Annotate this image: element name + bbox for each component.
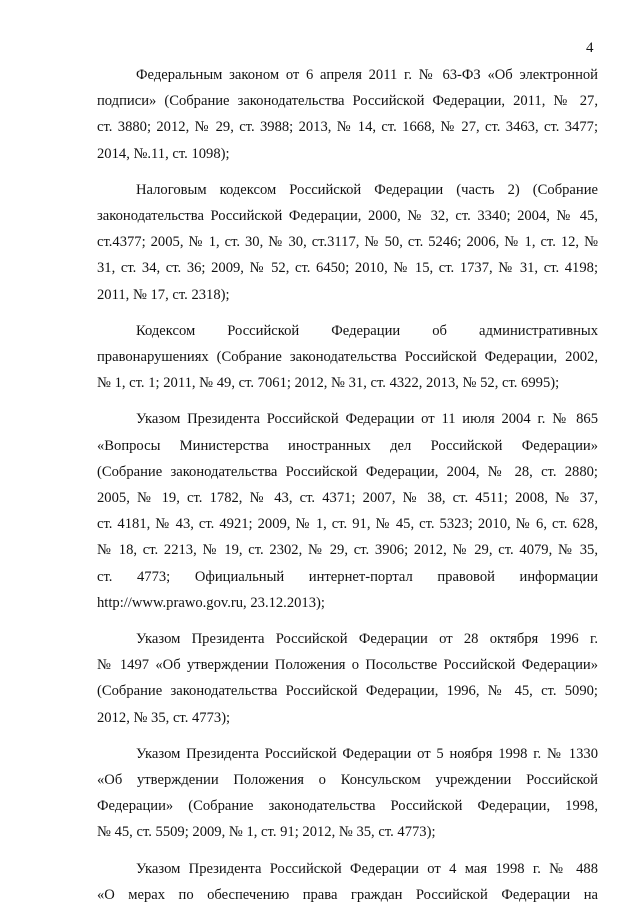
paragraph-decree-1330 [97,741,598,846]
text-line: ст. 4773; Официальный интернет-портал правовой информации [97,568,598,585]
text-line: http://www.prawo.gov.ru, 23.12.2013); [97,594,325,611]
text-line: «О мерах по обеспечению права граждан Российской Федерации на [97,886,598,903]
text-line: (Собрание законодательства Российской Федерации, 1996, № 45, ст. 5090; [97,683,598,700]
text-line: законодательства Российской Федерации, 2000, № 32, ст. 3340; 2004, № 45, [97,208,598,225]
text-line: № 1497 «Об утверждении Положения о Посольстве Российской Федерации» [97,657,598,674]
text-line: ст.4377; 2005, № 1, ст. 30, № 30, ст.3117, № 50, ст. 5246; 2006, № 1, ст. 12, № [97,234,598,251]
page-number: 4 [586,40,594,56]
text-line: 2005, № 19, ст. 1782, № 43, ст. 4371; 2007, № 38, ст. 4511; 2008, № 37, [97,490,598,507]
text-line: Указом Президента Российской Федерации от 28 октября 1996 г. [136,631,598,648]
text-line: ст. 4181, № 43, ст. 4921; 2009, № 1, ст. 91, № 45, ст. 5323; 2010, № 6, ст. 628, [97,516,598,533]
paragraph-administrative-code [97,318,598,397]
text-line: Федеральным законом от 6 апреля 2011 г. № 63-ФЗ «Об электронной [136,67,598,83]
text-line: Налоговым кодексом Российской Федерации (часть 2) (Собрание [136,181,598,198]
text-line: подписи» (Собрание законодательства Российской Федерации, 2011, № 27, [97,93,598,110]
text-line: № 45, ст. 5509; 2009, № 1, ст. 91; 2012, № 35, ст. 4773); [97,824,436,841]
text-line: (Собрание законодательства Российской Федерации, 2004, № 28, ст. 2880; [97,463,598,480]
text-line: Указом Президента Российской Федерации от 5 ноября 1998 г. № 1330 [136,745,598,762]
text-line: Кодексом Российской Федерации об административных [136,322,598,339]
text-line: Указом Президента Российской Федерации от 11 июля 2004 г. № 865 [136,411,598,428]
text-line: Федерации» (Собрание законодательства Российской Федерации, 1998, [97,798,598,815]
text-line: «Вопросы Министерства иностранных дел Российской Федерации» [97,437,598,454]
paragraph-tax-code [97,177,598,308]
paragraph-decree-488 [97,856,598,908]
text-line: № 18, ст. 2213, № 19, ст. 2302, № 29, ст. 3906; 2012, № 29, ст. 4079, № 35, [97,542,598,559]
paragraph-decree-865 [97,406,598,616]
text-line: 31, ст. 34, ст. 36; 2009, № 52, ст. 6450; 2010, № 15, ст. 1737, № 31, ст. 4198; [97,260,598,277]
paragraph-decree-1497 [97,626,598,731]
text-line: 2014, №.11, ст. 1098); [97,145,230,162]
paragraph-electronic-signature-law [97,62,598,167]
text-line: 2012, № 35, ст. 4773); [97,709,231,726]
body-text [97,62,598,918]
text-line: ст. 3880; 2012, № 29, ст. 3988; 2013, № 14, ст. 1668, № 27, ст. 3463, ст. 3477; [97,119,598,136]
text-line: правонарушениях (Собрание законодательства Российской Федерации, 2002, [97,349,598,366]
text-line: «Об утверждении Положения о Консульском учреждении Российской [97,772,598,789]
text-line: Указом Президента Российской Федерации от 4 мая 1998 г. № 488 [136,860,598,877]
text-line: № 1, ст. 1; 2011, № 49, ст. 7061; 2012, № 31, ст. 4322, 2013, № 52, ст. 6995); [97,375,560,392]
text-line: 2011, № 17, ст. 2318); [97,286,230,303]
